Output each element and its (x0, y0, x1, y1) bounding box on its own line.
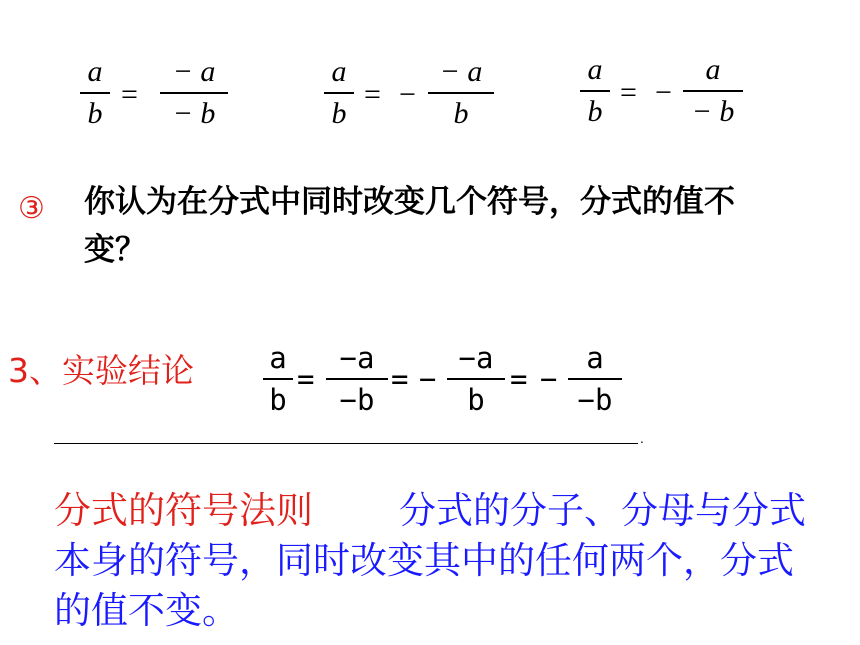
denominator: b (269, 383, 287, 417)
answer-blank-line (54, 443, 638, 444)
equals-sign: = (121, 78, 138, 111)
denominator: −b (339, 383, 375, 417)
rule-name: 分式的符号法则 (54, 489, 313, 532)
numerator: − a (439, 55, 483, 88)
fraction-bar (580, 90, 610, 92)
equals-sign: = (391, 362, 409, 396)
trailing-dot: . (640, 432, 644, 446)
fraction-bar (80, 92, 110, 94)
numerator: −a (458, 341, 494, 375)
denominator: − b (691, 95, 735, 128)
fraction (324, 54, 354, 132)
numerator: a (269, 341, 287, 375)
question-text: 你认为在分式中同时改变几个符号，分式的值不变？ (84, 184, 735, 268)
fraction-bar (326, 378, 388, 380)
minus-sign: − (399, 78, 416, 111)
fraction-bar (160, 92, 228, 94)
numerator: a (87, 55, 103, 88)
fraction (447, 341, 505, 417)
fraction-bar (263, 378, 293, 380)
denominator: b (87, 97, 103, 130)
numerator: a (331, 55, 347, 88)
numerator: a (587, 53, 603, 86)
fraction (428, 54, 494, 132)
fraction-bar (324, 92, 354, 94)
rule-paragraph (54, 486, 814, 636)
equals-sign: = (510, 362, 528, 396)
minus-sign: − (540, 362, 558, 396)
fraction-bar (447, 378, 505, 380)
numerator: − a (172, 55, 216, 88)
fraction-bar (683, 90, 743, 92)
fraction-bar (568, 378, 622, 380)
question-number: ③ (18, 191, 45, 226)
numerator: a (705, 53, 721, 86)
denominator: −b (577, 383, 613, 417)
minus-sign: − (655, 76, 672, 109)
numerator: a (586, 341, 604, 375)
numerator: −a (339, 341, 375, 375)
fraction (160, 54, 228, 132)
equals-sign: = (364, 78, 381, 111)
denominator: − b (172, 97, 216, 130)
fraction (683, 52, 743, 130)
denominator: b (331, 97, 347, 130)
denominator: b (587, 95, 603, 128)
section-title: 3、实验结论 (8, 351, 194, 390)
fraction (263, 341, 293, 417)
equals-sign: = (620, 76, 637, 109)
fraction (326, 341, 388, 417)
minus-sign: − (419, 362, 437, 396)
denominator: b (453, 97, 469, 130)
rule-text: 分式的分子、分母与分式本身的符号，同时改变其中的任何两个，分式的值不变。 (54, 489, 806, 632)
fraction (80, 54, 110, 132)
fraction (580, 52, 610, 130)
equals-sign: = (297, 362, 315, 396)
fraction-bar (428, 92, 494, 94)
fraction (568, 341, 622, 417)
denominator: b (467, 383, 485, 417)
